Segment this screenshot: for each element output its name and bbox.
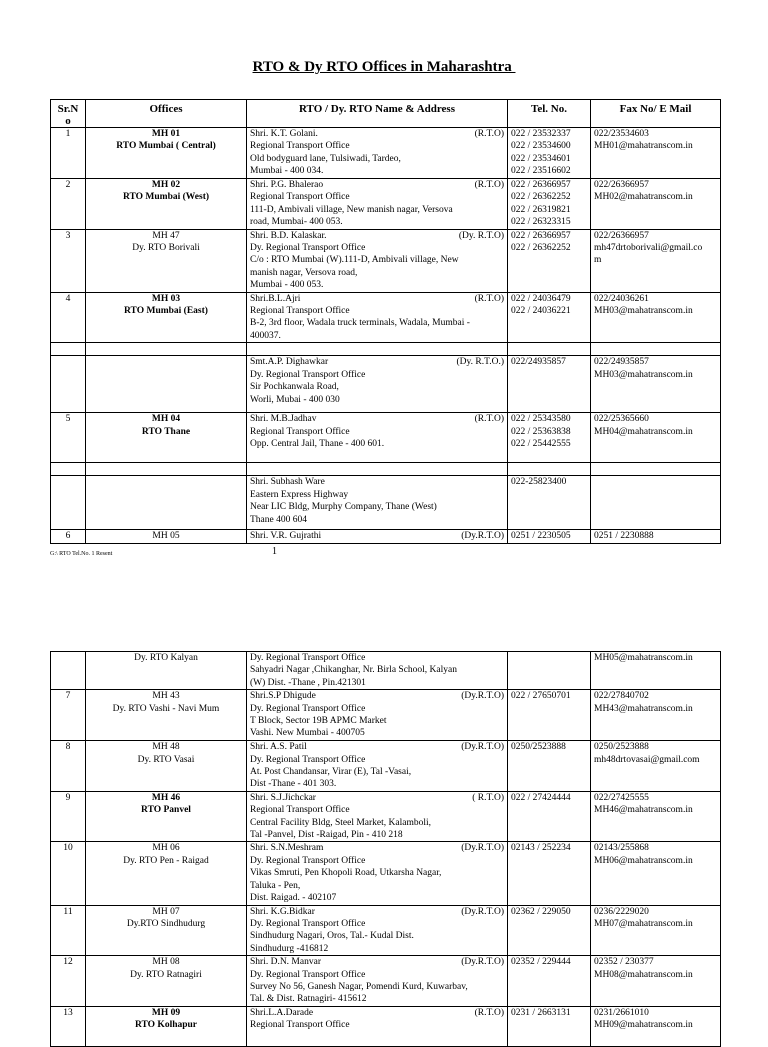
- empty-cell: [51, 343, 86, 356]
- sr-no-cell: 13: [51, 1006, 86, 1046]
- fax-email-cell: [591, 530, 721, 543]
- fax-email-line: 022/26366957: [594, 230, 649, 241]
- fax-email-cell: [591, 791, 721, 842]
- office-cell: [86, 128, 247, 179]
- fax-email-line: mh47drtoborivali@gmail.co: [594, 243, 703, 254]
- fax-email-line: MH07@mahatranscom.in: [594, 918, 693, 929]
- address-line: Mumbai - 400 034.: [250, 166, 324, 177]
- empty-cell: [508, 343, 591, 356]
- sr-no-cell: 12: [51, 956, 86, 1007]
- office-line: RTO Kolhapur: [134, 1020, 198, 1031]
- tel-number: 022-25823400: [511, 477, 567, 488]
- fax-email-line: 022/25365660: [594, 414, 649, 425]
- address-line: Eastern Express Highway: [250, 489, 349, 500]
- table-row: [51, 343, 721, 356]
- fax-email-line: 0250/2523888: [594, 742, 649, 753]
- officer-line: [250, 792, 504, 804]
- office-cell: [86, 530, 247, 543]
- table-row: [51, 690, 721, 741]
- sr-no-cell: 7: [51, 690, 86, 741]
- header-name-address: RTO / Dy. RTO Name & Address: [247, 100, 508, 128]
- address-line: Dy. Regional Transport Office: [250, 369, 366, 380]
- tel-cell: [508, 356, 591, 413]
- office-cell: [86, 690, 247, 741]
- address-line: Regional Transport Office: [250, 141, 350, 152]
- officer-name: Shri. S.J.Jichckar: [250, 792, 316, 803]
- office-line: Dy. RTO Kalyan: [134, 653, 198, 663]
- office-line: Dy. RTO Vasai: [137, 754, 195, 765]
- office-line: RTO Mumbai (West): [122, 192, 210, 203]
- office-cell: [86, 905, 247, 956]
- empty-cell: [591, 343, 721, 356]
- fax-email-line: 022/27425555: [594, 792, 649, 803]
- name-address-cell: [247, 179, 508, 230]
- fax-email-line: 02352 / 230377: [594, 957, 654, 968]
- empty-cell: [247, 463, 508, 476]
- address-line: Opp. Central Jail, Thane - 400 601.: [250, 439, 385, 450]
- address-line: (W) Dist. -Thane , Pin.421301: [250, 677, 366, 688]
- address-line: Tal -Panvel, Dist -Raigad, Pin - 410 218: [250, 830, 403, 841]
- address-line: Regional Transport Office: [250, 1020, 350, 1031]
- address-line: Taluka - Pen,: [250, 880, 301, 891]
- tel-cell: [508, 956, 591, 1007]
- office-line: MH 05: [152, 531, 180, 542]
- office-line: MH 07: [152, 906, 180, 917]
- tel-cell: [508, 905, 591, 956]
- tel-number: 022 / 26366957: [511, 230, 571, 241]
- table-row: [51, 413, 721, 463]
- tel-number: 02143 / 252234: [511, 843, 571, 854]
- address-line: manish nagar, Versova road,: [250, 267, 358, 278]
- tel-cell: [508, 1006, 591, 1046]
- officer-line: [250, 842, 504, 854]
- name-address-cell: [247, 413, 508, 463]
- address-line: Near LIC Bldg, Murphy Company, Thane (West): [250, 502, 437, 513]
- officer-designation: (R.T.O): [474, 414, 504, 425]
- name-address-cell: [247, 1006, 508, 1046]
- tel-number: 022 / 26366957: [511, 180, 571, 190]
- fax-email-line: 0231/2661010: [594, 1007, 649, 1018]
- header-fax-email: Fax No/ E Mail: [591, 100, 721, 128]
- office-line: MH 43: [152, 691, 180, 702]
- office-line: MH 09: [151, 1007, 181, 1018]
- empty-cell: [247, 343, 508, 356]
- officer-line: [250, 230, 504, 242]
- tel-number: 022 / 25343580: [511, 414, 571, 425]
- fax-email-cell: [591, 292, 721, 343]
- address-line: road, Mumbai- 400 053.: [250, 217, 343, 228]
- officer-name: Shri. M.B.Jadhav: [250, 414, 317, 425]
- address-line: Sindhudurg -416812: [250, 943, 329, 954]
- tel-number: 02352 / 229444: [511, 957, 571, 968]
- address-line: Regional Transport Office: [250, 192, 350, 203]
- officer-name: Shri.L.A.Darade: [250, 1007, 314, 1018]
- officer-designation: (Dy.R.T.O): [461, 531, 504, 542]
- fax-email-line: MH05@mahatranscom.in: [594, 653, 693, 663]
- officer-designation: (Dy.R.T.O): [461, 906, 504, 917]
- office-line: Dy.RTO Sindhudurg: [126, 918, 206, 929]
- address-line: 111-D, Ambivali village, New manish nagar, Versova: [250, 204, 453, 215]
- office-line: MH 47: [152, 230, 180, 241]
- officer-designation: (R.T.O): [474, 129, 504, 139]
- office-line: MH 03: [151, 293, 181, 304]
- sr-no-cell: 6: [51, 530, 86, 543]
- office-line: Dy. RTO Borivali: [132, 243, 200, 254]
- fax-email-line: 02143/255868: [594, 843, 649, 854]
- empty-cell: [86, 343, 247, 356]
- sr-no-cell: 3: [51, 229, 86, 292]
- officer-name: Shri. V.R. Gujrathi: [250, 531, 322, 542]
- fax-email-line: m: [594, 255, 602, 266]
- officer-line: [250, 956, 504, 968]
- table-row: [51, 356, 721, 413]
- address-line: Regional Transport Office: [250, 805, 350, 816]
- empty-cell: [86, 463, 247, 476]
- address-line: Sahyadri Nagar ,Chikanghar, Nr. Birla School, Kalyan: [250, 665, 457, 676]
- header-sr-no: Sr.N o: [51, 100, 86, 128]
- table-row: [51, 791, 721, 842]
- tel-cell: [508, 842, 591, 905]
- fax-email-cell: [591, 476, 721, 530]
- rto-table-page-1: [50, 99, 721, 544]
- address-line: Dy. Regional Transport Office: [250, 703, 366, 714]
- officer-line: [250, 690, 504, 702]
- table-row: [51, 956, 721, 1007]
- officer-name: Shri. A.S. Patil: [250, 742, 307, 753]
- officer-designation: (R.T.O): [474, 293, 504, 304]
- tel-number: 022 / 23534601: [511, 153, 571, 164]
- rto-table-page-2: [50, 651, 721, 1047]
- tel-cell: [508, 530, 591, 543]
- officer-designation: (Dy.R.T.O): [461, 957, 504, 968]
- office-cell: [86, 413, 247, 463]
- name-address-cell: [247, 530, 508, 543]
- officer-name: Smt.A.P. Dighawkar: [250, 357, 329, 368]
- fax-email-line: 022/24036261: [594, 293, 649, 304]
- tel-number: 022 / 27424444: [511, 792, 571, 803]
- empty-cell: [591, 463, 721, 476]
- tel-cell: [508, 229, 591, 292]
- fax-email-line: MH08@mahatranscom.in: [594, 969, 693, 980]
- name-address-cell: [247, 356, 508, 413]
- table-row: [51, 842, 721, 905]
- empty-cell: [508, 463, 591, 476]
- officer-designation: (Dy.R.T.O): [461, 742, 504, 753]
- office-cell: [86, 229, 247, 292]
- officer-line: [250, 652, 504, 664]
- officer-designation: (Dy. R.T.O): [458, 230, 504, 241]
- address-line: C/o : RTO Mumbai (W).111-D, Ambivali village, New: [250, 255, 459, 266]
- office-line: MH 46: [151, 792, 181, 803]
- tel-cell: [508, 476, 591, 530]
- tel-number: 022 / 24036221: [511, 306, 571, 317]
- office-cell: [86, 476, 247, 530]
- office-line: Dy. RTO Ratnagiri: [130, 969, 202, 980]
- name-address-cell: [247, 905, 508, 956]
- address-line: Regional Transport Office: [250, 306, 350, 317]
- address-line: Dy. Regional Transport Office: [250, 918, 366, 929]
- table-row: [51, 741, 721, 792]
- name-address-cell: [247, 292, 508, 343]
- sr-no-cell: [51, 652, 86, 690]
- fax-email-line: MH03@mahatranscom.in: [594, 306, 693, 317]
- sr-no-cell: 10: [51, 842, 86, 905]
- address-line: B-2, 3rd floor, Wadala truck terminals, Wadala, Mumbai -: [250, 318, 470, 329]
- address-line: Survey No 56, Ganesh Nagar, Pomendi Kurd, Kuwarbav,: [250, 981, 468, 992]
- name-address-cell: [247, 791, 508, 842]
- table-row: [51, 292, 721, 343]
- fax-email-cell: [591, 842, 721, 905]
- office-line: Dy. RTO Pen - Raigad: [123, 855, 209, 866]
- footer-file-path: G:\ RTO Tel.No. 1 Resent: [50, 551, 113, 557]
- sr-no-cell: 1: [51, 128, 86, 179]
- name-address-cell: [247, 128, 508, 179]
- office-cell: [86, 179, 247, 230]
- office-cell: [86, 1006, 247, 1046]
- address-line: Mumbai - 400 053.: [250, 280, 324, 291]
- office-line: Dy. RTO Vashi - Navi Mum: [112, 703, 220, 714]
- tel-number: 022 / 25363838: [511, 426, 571, 437]
- table-row: [51, 463, 721, 476]
- officer-line: [250, 476, 504, 488]
- office-line: MH 06: [152, 843, 180, 854]
- address-line: Old bodyguard lane, Tulsiwadi, Tardeo,: [250, 153, 401, 164]
- table-row: [51, 179, 721, 230]
- officer-line: [250, 1007, 504, 1019]
- officer-line: [250, 356, 504, 368]
- fax-email-line: MH04@mahatranscom.in: [594, 426, 693, 437]
- office-cell: [86, 791, 247, 842]
- fax-email-line: MH46@mahatranscom.in: [594, 805, 693, 816]
- tel-number: 022 / 26362252: [511, 243, 571, 254]
- address-line: Central Facility Bldg, Steel Market, Kalamboli,: [250, 817, 431, 828]
- office-line: RTO Panvel: [141, 805, 191, 816]
- header-offices: Offices: [86, 100, 247, 128]
- office-line: RTO Mumbai (East): [124, 306, 208, 317]
- fax-email-line: MH01@mahatranscom.in: [594, 141, 693, 152]
- officer-line: [250, 413, 504, 425]
- office-line: MH 08: [152, 957, 180, 968]
- tel-number: 0231 / 2663131: [511, 1007, 571, 1018]
- sr-no-cell: [51, 476, 86, 530]
- tel-cell: [508, 179, 591, 230]
- tel-number: 022 / 23532337: [511, 129, 571, 139]
- tel-cell: [508, 128, 591, 179]
- officer-line: [250, 530, 504, 542]
- officer-line: [250, 741, 504, 753]
- officer-designation: ( R.T.O): [472, 792, 504, 803]
- fax-email-cell: [591, 356, 721, 413]
- table-row: [51, 229, 721, 292]
- address-line: Dy. Regional Transport Office: [250, 243, 366, 254]
- fax-email-cell: [591, 1006, 721, 1046]
- table-row: [51, 476, 721, 530]
- sr-no-cell: 8: [51, 741, 86, 792]
- name-address-cell: [247, 690, 508, 741]
- office-line: MH 04: [151, 414, 181, 425]
- sr-no-cell: [51, 356, 86, 413]
- officer-name: Shri. S.N.Meshram: [250, 843, 324, 854]
- name-address-cell: [247, 652, 508, 690]
- address-line: Dist -Thane - 401 303.: [250, 779, 337, 790]
- sr-no-cell: 2: [51, 179, 86, 230]
- fax-email-line: 0236/2229020: [594, 906, 649, 917]
- fax-email-cell: [591, 690, 721, 741]
- fax-email-line: 022/24935857: [594, 357, 649, 368]
- office-line: MH 02: [151, 180, 181, 190]
- tel-cell: [508, 741, 591, 792]
- tel-number: 022 / 24036479: [511, 293, 571, 304]
- tel-number: 02362 / 229050: [511, 906, 571, 917]
- fax-email-line: 022/27840702: [594, 691, 649, 702]
- fax-email-cell: [591, 905, 721, 956]
- officer-designation: (R.T.O): [474, 1007, 504, 1018]
- tel-number: 0251 / 2230505: [511, 531, 571, 542]
- name-address-cell: [247, 476, 508, 530]
- empty-cell: [51, 463, 86, 476]
- name-address-cell: [247, 842, 508, 905]
- page-number: 1: [272, 546, 277, 557]
- fax-email-cell: [591, 652, 721, 690]
- fax-email-line: MH09@mahatranscom.in: [594, 1020, 693, 1031]
- office-line: MH 01: [151, 129, 181, 139]
- fax-email-line: 022/23534603: [594, 129, 649, 139]
- tel-number: 022 / 23534600: [511, 141, 571, 152]
- address-line: T Block, Sector 19B APMC Market: [250, 716, 387, 727]
- address-line: Thane 400 604: [250, 514, 307, 525]
- officer-line: [250, 293, 504, 305]
- officer-designation: (Dy. R.T.O.): [456, 357, 504, 368]
- table-row: [51, 905, 721, 956]
- fax-email-line: MH03@mahatranscom.in: [594, 369, 693, 380]
- officer-line: [250, 128, 504, 140]
- officer-name: Shri.S.P Dhigude: [250, 691, 316, 702]
- officer-name: Shri. K.T. Golani.: [250, 129, 318, 139]
- tel-cell: [508, 690, 591, 741]
- address-line: Sindhudurg Nagari, Oros, Tal.- Kudal Dist.: [250, 931, 414, 942]
- officer-designation: (Dy.R.T.O): [461, 691, 504, 702]
- office-cell: [86, 356, 247, 413]
- officer-name: Shri. D.N. Manvar: [250, 957, 321, 968]
- address-line: Sir Pochkanwala Road,: [250, 382, 339, 393]
- fax-email-cell: [591, 741, 721, 792]
- tel-cell: [508, 413, 591, 463]
- fax-email-cell: [591, 128, 721, 179]
- table-row: [51, 530, 721, 543]
- header-tel-no: Tel. No.: [508, 100, 591, 128]
- tel-number: 022 / 23516602: [511, 166, 571, 177]
- office-cell: [86, 956, 247, 1007]
- officer-name: Shri. P.G. Bhalerao: [250, 180, 324, 190]
- fax-email-line: MH06@mahatranscom.in: [594, 855, 693, 866]
- officer-line: [250, 906, 504, 918]
- officer-line: [250, 179, 504, 191]
- fax-email-line: 022/26366957: [594, 180, 649, 190]
- tel-number: 0250/2523888: [511, 742, 566, 753]
- tel-cell: [508, 791, 591, 842]
- address-line: Vikas Smruti, Pen Khopoli Road, Utkarsha Nagar,: [250, 868, 442, 879]
- office-cell: [86, 741, 247, 792]
- officer-name: Shri. B.D. Kalaskar.: [250, 230, 327, 241]
- fax-email-cell: [591, 179, 721, 230]
- office-line: MH 48: [152, 742, 180, 753]
- officer-name: Dy. Regional Transport Office: [250, 653, 366, 663]
- name-address-cell: [247, 956, 508, 1007]
- address-line: Dy. Regional Transport Office: [250, 855, 366, 866]
- address-line: Dist. Raigad. - 402107: [250, 893, 337, 904]
- officer-name: Shri. Subhash Ware: [250, 477, 325, 488]
- sr-no-cell: 4: [51, 292, 86, 343]
- office-cell: [86, 292, 247, 343]
- address-line: At. Post Chandansar, Virar (E), Tal -Vasai,: [250, 767, 412, 778]
- tel-number: 022 / 26323315: [511, 217, 571, 228]
- sr-no-cell: 11: [51, 905, 86, 956]
- tel-number: 022 / 27650701: [511, 691, 571, 702]
- address-line: Dy. Regional Transport Office: [250, 754, 366, 765]
- address-line: Regional Transport Office: [250, 426, 350, 437]
- tel-number: 022 / 26362252: [511, 192, 571, 203]
- name-address-cell: [247, 229, 508, 292]
- office-cell: [86, 652, 247, 690]
- page-title: RTO & Dy RTO Offices in Maharashtra: [252, 59, 516, 75]
- fax-email-cell: [591, 229, 721, 292]
- name-address-cell: [247, 741, 508, 792]
- address-line: Vashi. New Mumbai - 400705: [250, 728, 365, 739]
- fax-email-cell: [591, 956, 721, 1007]
- address-line: Tal. & Dist. Ratnagiri- 415612: [250, 994, 367, 1005]
- tel-number: 022 / 25442555: [511, 439, 571, 450]
- tel-number: 022/24935857: [511, 357, 566, 368]
- fax-email-line: MH02@mahatranscom.in: [594, 192, 693, 203]
- officer-name: Shri.B.L.Ajri: [250, 293, 301, 304]
- officer-designation: (Dy.R.T.O): [461, 843, 504, 854]
- officer-designation: (R.T.O): [474, 180, 504, 190]
- officer-name: Shri. K.G.Bidkar: [250, 906, 315, 917]
- tel-number: 022 / 26319821: [511, 204, 571, 215]
- office-cell: [86, 842, 247, 905]
- fax-email-line: 0251 / 2230888: [594, 531, 654, 542]
- table-row: [51, 652, 721, 690]
- address-line: Worli, Mubai - 400 030: [250, 394, 340, 405]
- table-row: [51, 1006, 721, 1046]
- tel-cell: [508, 652, 591, 690]
- office-line: RTO Thane: [141, 426, 191, 437]
- office-line: RTO Mumbai ( Central): [116, 141, 216, 152]
- table-row: [51, 128, 721, 179]
- sr-no-cell: 5: [51, 413, 86, 463]
- address-line: 400037.: [250, 330, 281, 341]
- fax-email-line: MH43@mahatranscom.in: [594, 703, 693, 714]
- fax-email-line: mh48drtovasai@gmail.com: [594, 754, 700, 765]
- fax-email-cell: [591, 413, 721, 463]
- address-line: Dy. Regional Transport Office: [250, 969, 366, 980]
- sr-no-cell: 9: [51, 791, 86, 842]
- tel-cell: [508, 292, 591, 343]
